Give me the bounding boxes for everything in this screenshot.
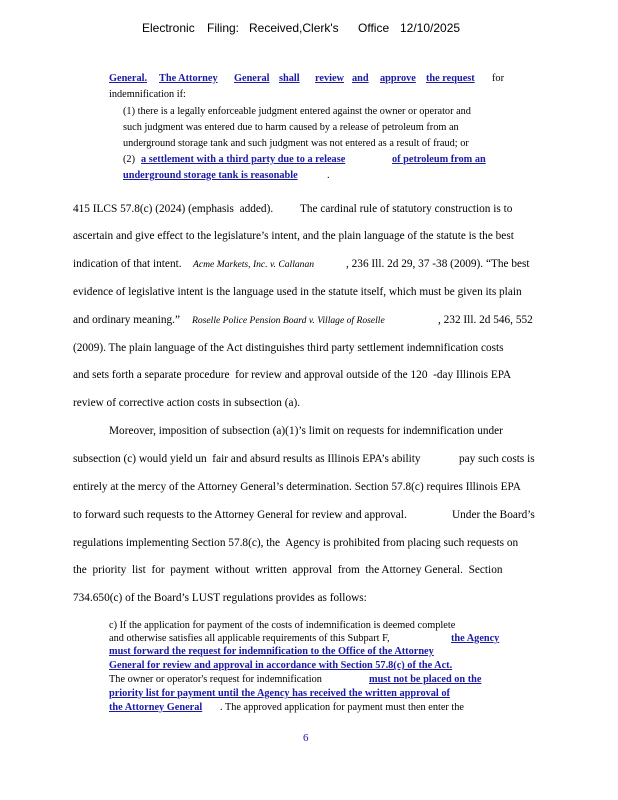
- header-office: Office: [358, 21, 390, 35]
- page-number: 6: [303, 732, 309, 744]
- p1-line-8: review of corrective action costs in subsection (a).: [73, 397, 301, 409]
- quote2-line-7-b: . The approved application for payment must then enter the: [220, 702, 464, 713]
- header-electronic: Electronic: [142, 21, 195, 35]
- case-roselle: Roselle Police Pension Board v. Village of Roselle: [192, 315, 385, 326]
- quote2-attorney-general: the Attorney General: [109, 702, 203, 713]
- quote1-general: General.: [109, 73, 148, 84]
- p2-line-2-b: pay such costs is: [459, 453, 535, 465]
- quote1-line-4: such judgment was entered due to harm caused by a release of petroleum from an: [123, 122, 459, 133]
- quote1-for: for: [492, 73, 505, 84]
- p1-line-7: and sets forth a separate procedure for review and approval outside of the 120 -day Illinois EPA: [73, 369, 512, 381]
- p2-line-2-a: subsection (c) would yield un fair and absurd results as Illinois EPA’s ability: [73, 453, 421, 465]
- p2-line-3: entirely at the mercy of the Attorney General’s determination. Section 57.8(c) requires Illinois EPA: [73, 481, 521, 493]
- p1-line-1-b: The cardinal rule of statutory construction is to: [300, 203, 513, 215]
- p1-line-3-a: indication of that intent.: [73, 258, 182, 270]
- quote1-general-2: General: [234, 73, 270, 84]
- p1-line-6: (2009). The plain language of the Act distinguishes third party settlement indemnification costs: [73, 342, 504, 354]
- quote1-the-request: the request: [426, 73, 475, 84]
- quote1-line-5: underground storage tank and such judgment was not entered as a result of fraud; or: [123, 138, 469, 149]
- p1-line-3-b: , 236 Ill. 2d 29, 37 -38 (2009). “The best: [346, 258, 530, 270]
- p2-line-7: 734.650(c) of the Board’s LUST regulations provides as follows:: [73, 592, 367, 604]
- quote1-approve: approve: [380, 73, 416, 84]
- quote1-item-2-number: (2): [123, 154, 136, 165]
- p1-line-5-a: and ordinary meaning.”: [73, 314, 180, 326]
- quote2-line-6: priority list for payment until the Agency has received the written approval of: [109, 688, 450, 699]
- quote1-and: and: [352, 73, 369, 84]
- p1-line-2: ascertain and give effect to the legislature’s intent, and the plain language of the statute is the best: [73, 230, 514, 242]
- quote2-line-5-a: The owner or operator's request for indemnification: [109, 674, 322, 685]
- quote1-ust-reasonable: underground storage tank is reasonable: [123, 170, 298, 181]
- p2-line-4-b: Under the Board’s: [452, 509, 535, 521]
- quote1-review: review: [315, 73, 344, 84]
- header-received: Received,Clerk's: [249, 21, 339, 35]
- p2-line-1: Moreover, imposition of subsection (a)(1)’s limit on requests for indemnification under: [109, 425, 503, 437]
- p1-line-5-b: , 232 Ill. 2d 546, 552: [438, 314, 533, 326]
- header-date: 12/10/2025: [400, 21, 461, 35]
- quote1-line-3: (1) there is a legally enforceable judgment entered against the owner or operator and: [123, 106, 471, 117]
- quote2-must-not: must not be placed on the: [369, 674, 482, 685]
- quote2-the-agency: the Agency: [451, 633, 500, 644]
- quote1-petroleum: of petroleum from an: [392, 154, 486, 165]
- quote2-line-3: must forward the request for indemnification to the Office of the Attorney: [109, 646, 434, 657]
- quote1-settlement: a settlement with a third party due to a release: [141, 154, 346, 165]
- p2-line-4-a: to forward such requests to the Attorney General for review and approval.: [73, 509, 407, 521]
- quote2-line-4: General for review and approval in accordance with Section 57.8(c) of the Act.: [109, 660, 453, 671]
- p2-line-5: regulations implementing Section 57.8(c), the Agency is prohibited from placing such requests on: [73, 537, 519, 549]
- header-filing: Filing:: [207, 21, 240, 35]
- quote1-attorney: The Attorney: [159, 73, 218, 84]
- p1-line-4: evidence of legislative intent is the language used in the statute itself, which must be given its plain: [73, 286, 522, 298]
- quote1-shall: shall: [279, 73, 300, 84]
- citation-emphasis: 415 ILCS 57.8(c) (2024) (emphasis added).: [73, 203, 274, 215]
- case-acme-markets: Acme Markets, Inc. v. Callanan: [193, 259, 315, 270]
- quote1-period: .: [327, 170, 330, 181]
- quote1-line-2: indemnification if:: [109, 89, 186, 100]
- quote2-line-2-a: and otherwise satisfies all applicable requirements of this Subpart F,: [109, 633, 390, 644]
- p2-line-6: the priority list for payment without written approval from the Attorney General. Section: [73, 564, 503, 576]
- quote2-line-1: c) If the application for payment of the costs of indemnification is deemed complete: [109, 620, 456, 631]
